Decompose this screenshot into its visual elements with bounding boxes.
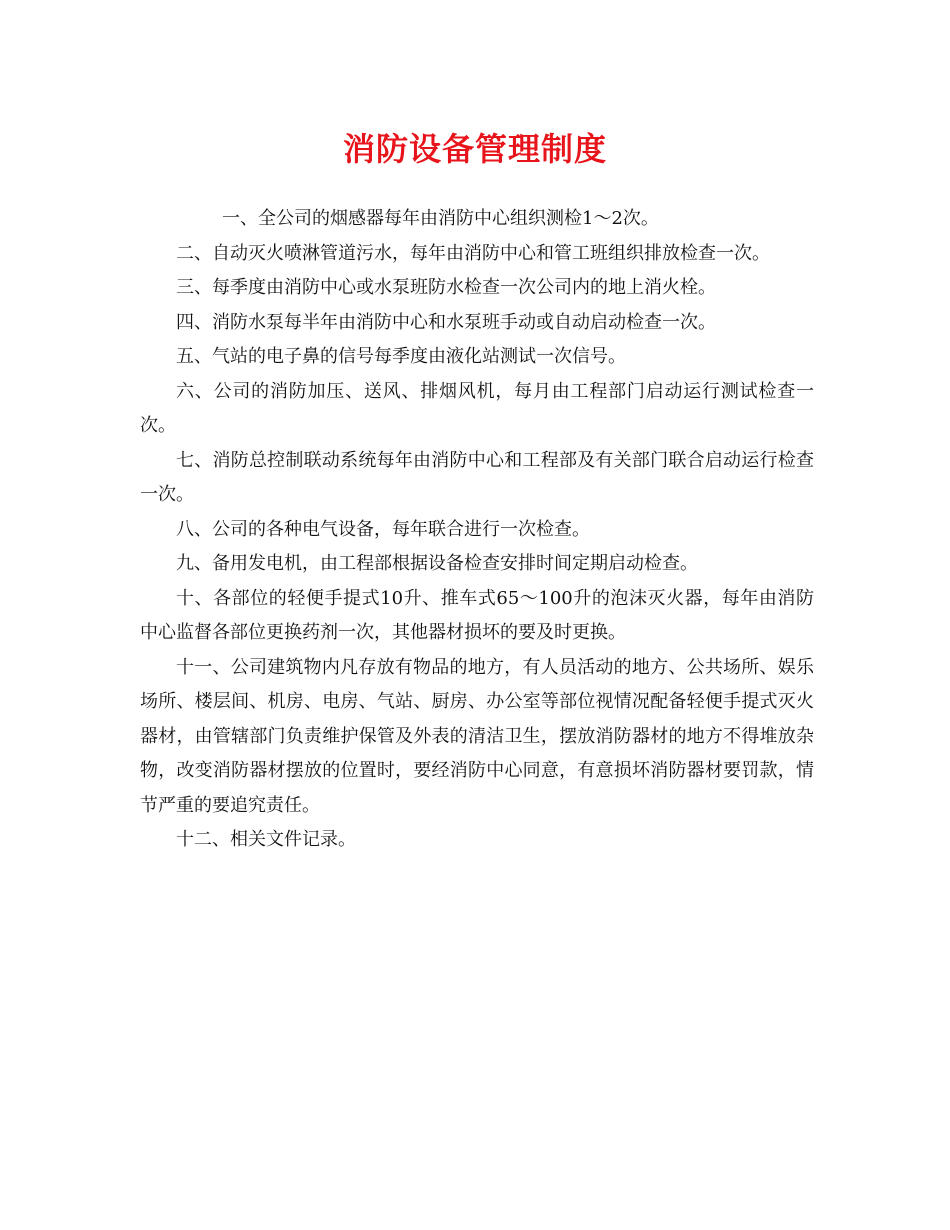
paragraph-2: 二、自动灭火喷淋管道污水，每年由消防中心和管工班组织排放检查一次。	[176, 242, 770, 264]
document-title: 消防设备管理制度	[342, 130, 607, 168]
paragraph-10: 十、各部位的轻便手提式10升、推车式65～100升的泡沫灭火器，每年由消防中心监督各部位更换药剂一次，其他器材损坏的要及时更换。	[140, 587, 814, 643]
paragraph-5: 五、气站的电子鼻的信号每季度由液化站测试一次信号。	[176, 346, 626, 367]
paragraph-9: 九、备用发电机，由工程部根据设备检查安排时间定期启动检查。	[176, 553, 698, 574]
paragraph-6: 六、公司的消防加压、送风、排烟风机，每月由工程部门启动运行测试检查一次。	[140, 380, 814, 436]
paragraph-4: 四、消防水泵每半年由消防中心和水泵班手动或自动启动检查一次。	[176, 311, 716, 333]
paragraph-12: 十二、相关文件记录。	[176, 829, 356, 850]
paragraph-3: 三、每季度由消防中心或水泵班防水检查一次公司内的地上消火栓。	[176, 277, 716, 298]
paragraph-11: 十一、公司建筑物内凡存放有物品的地方，有人员活动的地方、公共场所、娱乐场所、楼层间、机房、电房、气站、厨房、办公室等部位视情况配备轻便手提式灭火器材，由管辖部门负责维护保管及外表的清洁卫生，摆放消防器材的地方不得堆放杂物，改变消防器材摆放的位置时，要经消防中心同意，有意损坏消防器材要罚款，情节严重的要追究责任。	[140, 656, 814, 816]
paragraph-1: 一、全公司的烟感器每年由消防中心组织测检1～2次。	[222, 208, 659, 229]
paragraph-8: 八、公司的各种电气设备，每年联合进行一次检查。	[176, 518, 590, 540]
paragraph-7: 七、消防总控制联动系统每年由消防中心和工程部及有关部门联合启动运行检查一次。	[140, 449, 814, 505]
document-body	[140, 202, 814, 858]
